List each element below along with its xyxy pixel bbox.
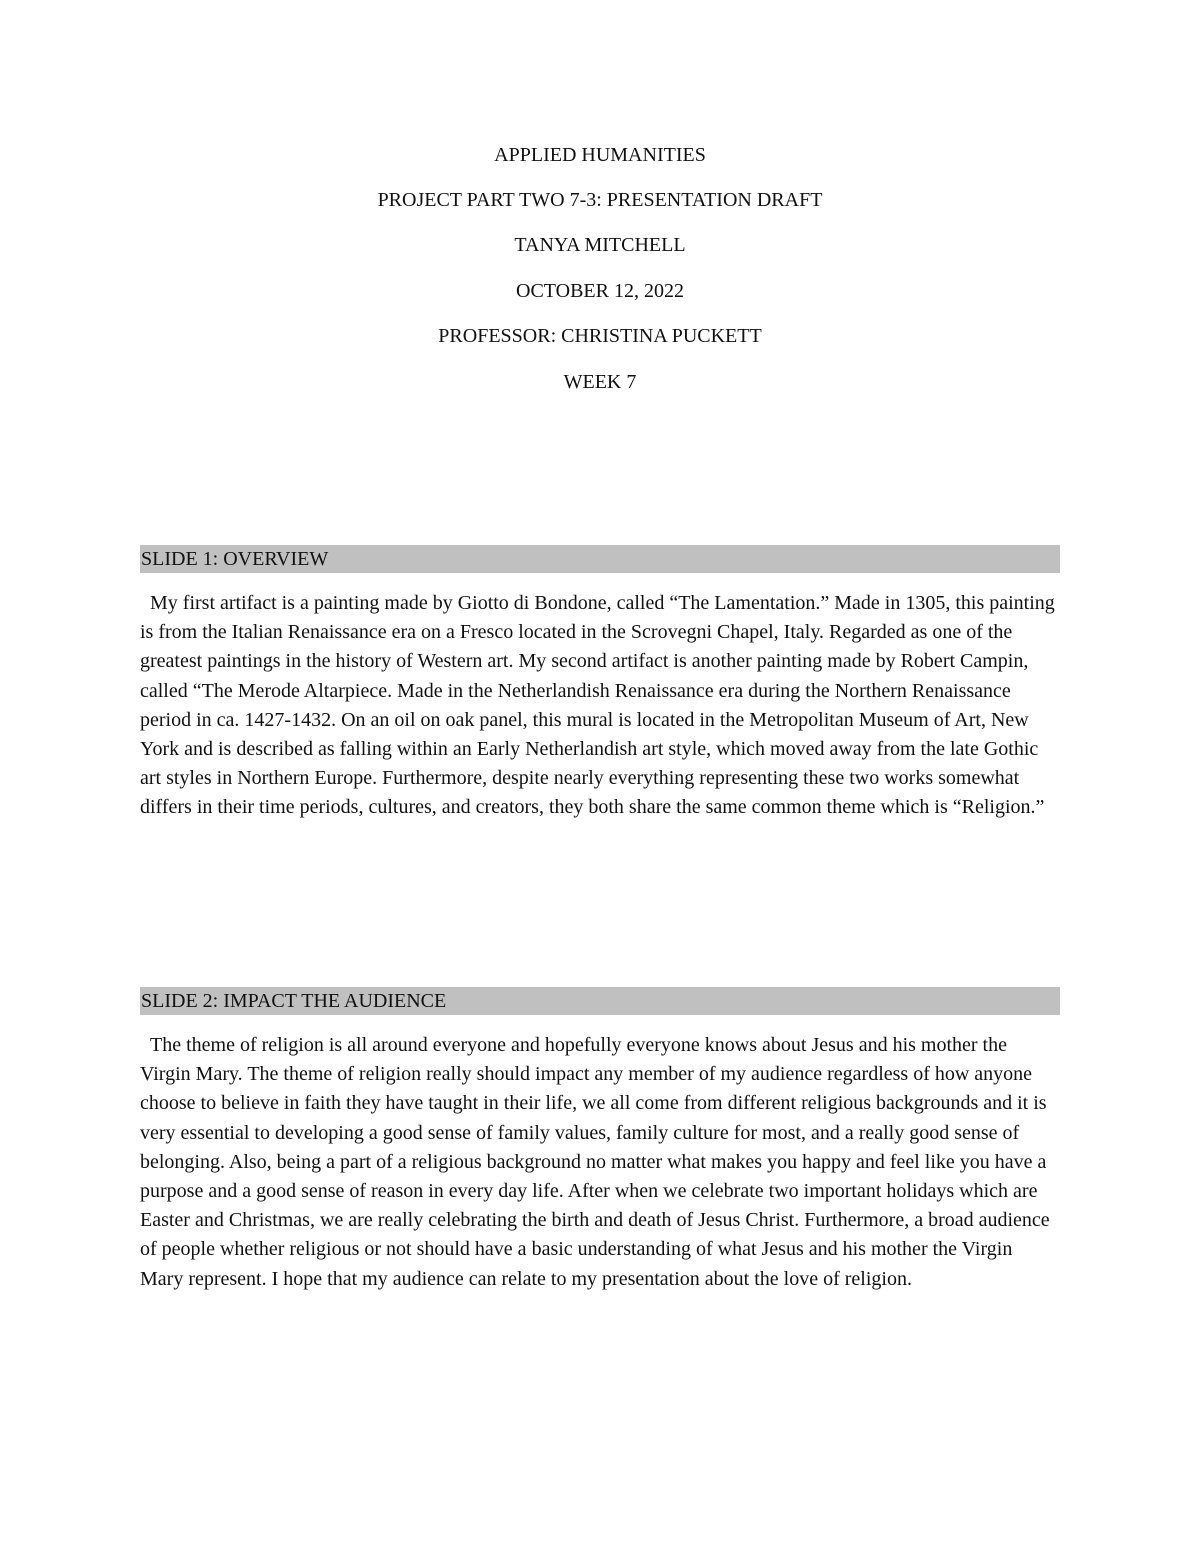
assignment-title: PROJECT PART TWO 7-3: PRESENTATION DRAFT <box>377 189 823 211</box>
slide-2-body: The theme of religion is all around everyone and hopefully everyone knows about Jesus and his mother the Virgin Mary. The theme of religion really should impact any member of my audience regardless of how anyone choose to believe in faith they have taught in their life, we all come from different religious backgrounds and it is very essential to developing a good sense of family values, family culture for most, and a really good sense of belonging. Also, being a part of a religious background no matter what makes you happy and feel like you have a purpose and a good sense of reason in every day life. After when we celebrate two important holidays which are Easter and Christmas, we are really celebrating the birth and death of Jesus Christ. Furthermore, a broad audience of people whether religious or not should have a basic understanding of what Jesus and his mother the Virgin Mary represent. I hope that my audience can relate to my presentation about the love of religion. <box>140 1034 1050 1290</box>
slide-1-heading: SLIDE 1: OVERVIEW <box>140 545 1060 573</box>
course-title: APPLIED HUMANITIES <box>494 144 706 166</box>
week-label: WEEK 7 <box>563 371 637 393</box>
slide-2-section <box>140 987 1060 1294</box>
professor-name: PROFESSOR: CHRISTINA PUCKETT <box>438 325 762 347</box>
slide-1-section <box>140 545 1060 823</box>
author-name: TANYA MITCHELL <box>514 234 686 256</box>
document-date: OCTOBER 12, 2022 <box>516 280 684 302</box>
slide-1-body: My first artifact is a painting made by Giotto di Bondone, called “The Lamentation.” Made in 1305, this painting is from the Italian Renaissance era on a Fresco located in the Scrovegni Chapel, Italy. Regarded as one of the greatest paintings in the history of Western art. My second artifact is another painting made by Robert Campin, called “The Merode Altarpiece. Made in the Netherlandish Renaissance era during the Northern Renaissance period in ca. 1427-1432. On an oil on oak panel, this mural is located in the Metropolitan Museum of Art, New York and is described as falling within an Early Netherlandish art style, which moved away from the late Gothic art styles in Northern Europe. Furthermore, despite nearly everything representing these two works somewhat differs in their time periods, cultures, and creators, they both share the same common theme which is “Religion.” <box>140 592 1055 819</box>
slide-2-heading: SLIDE 2: IMPACT THE AUDIENCE <box>140 987 1060 1015</box>
